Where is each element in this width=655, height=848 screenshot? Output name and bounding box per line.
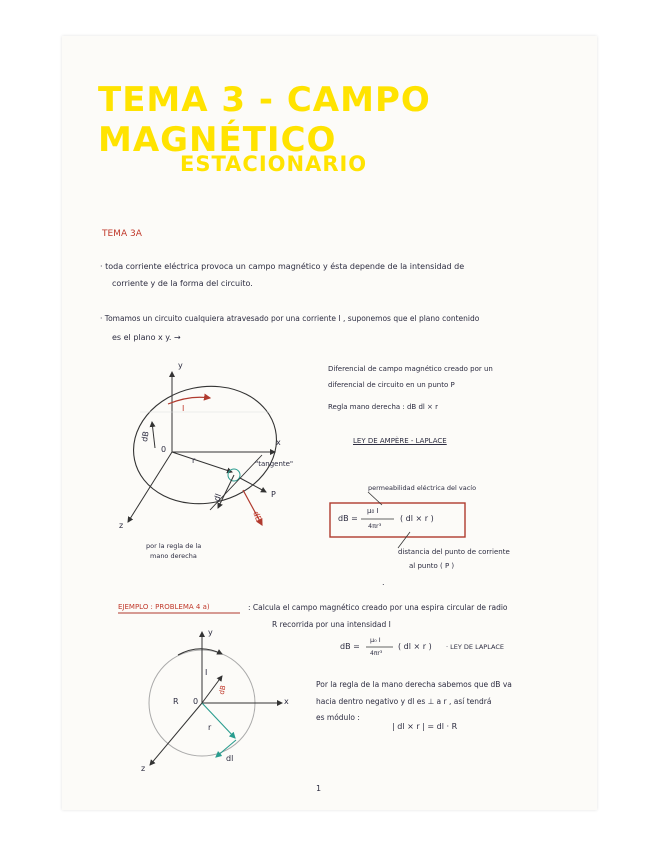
fig1-axis-y: y [178,361,183,370]
example-text-line-2: R recorrida por una intensidad I [272,620,391,629]
fig2-vec-r: r [208,723,212,732]
fig1-vec-dB2: dB [251,509,264,524]
example-text-line-1: : Calcula el campo magnético creado por una espira circular de radio [248,603,508,612]
desc-line-3: Regla mano derecha : dB dl × r [328,403,439,411]
distance-line-2: al punto ( P ) [409,562,455,570]
separator-dot: . [382,578,385,587]
fig1-caption-line-1: por la regla de la [146,542,202,550]
desc-line-2: diferencial de circuito en un punto P [328,381,455,389]
distance-line-1: distancia del punto de corriente [398,548,510,556]
fig1-axis-x: x [276,438,281,447]
example-label: EJEMPLO : PROBLEMA 4 a) [118,603,210,611]
bullet-1-line-2: corriente y de la forma del circuito. [112,279,253,288]
formula1-den: 4πr³ [368,522,382,530]
fig1-caption-line-2: mano derecha [150,552,197,560]
formula1-lhs: dB = [338,514,358,523]
formula1-num: μ₀ I [367,507,379,515]
fig2-axis-x: x [284,697,289,706]
permeability-label: permeabilidad eléctrica del vacío [368,484,477,492]
fig2-current: I [205,668,208,677]
page-subtitle: ESTACIONARIO [180,152,368,176]
fig2-axis-y: y [208,628,213,637]
explain-line-1: Por la regla de la mano derecha sabemos que dB va [316,680,512,689]
fig1-point-P: P [271,490,276,499]
formula2-tag: · LEY DE LAPLACE [446,643,504,651]
bullet-1-line-1: · toda corriente eléctrica provoca un campo magnético y ésta depende de la intensidad de [100,262,465,271]
bullet-2-line-1: · Tomamos un circuito cualquiera atravesado por una corriente I , suponemos que el plano contenido [100,314,480,323]
formula1-rhs: ( dl × r ) [400,514,434,523]
explain-line-3: es módulo : [316,713,360,722]
fig2-origin: 0 [193,697,199,706]
fig2-vec-dl: dl [226,754,234,763]
formula2-lhs: dB = [340,642,360,651]
fig2-axis-z: z [141,764,146,773]
fig2-radius: R [173,697,179,706]
desc-line-1: Diferencial de campo magnético creado por un [328,365,493,373]
explain-line-2: hacia dentro negativo y dl es ⊥ a r , así tendrá [316,697,492,706]
page-number: 1 [316,784,322,793]
fig1-axis-z: z [119,521,124,530]
fig1-vec-r: r [192,456,196,465]
formula2-den: 4πr³ [370,650,383,657]
formula2-rhs: ( dl × r ) [398,642,432,651]
fig2-vec-dB: dB [217,684,228,696]
explain-formula: | dl × r | = dl · R [392,722,458,731]
fig1-vec-dB: dB [139,430,151,443]
section-heading: TEMA 3A [102,229,142,239]
law-name: LEY DE AMPÈRE - LAPLACE [353,437,447,445]
fig1-vec-dl: dl [212,492,224,503]
page-title: TEMA 3 - CAMPO MAGNÉTICO [98,80,431,160]
fig1-tangent: "tangente" [255,460,294,468]
bullet-2-line-2: es el plano x y. → [112,333,181,342]
fig1-origin: 0 [161,445,167,454]
fig1-current: I [182,404,185,413]
formula2-num: μ₀ I [370,636,381,644]
